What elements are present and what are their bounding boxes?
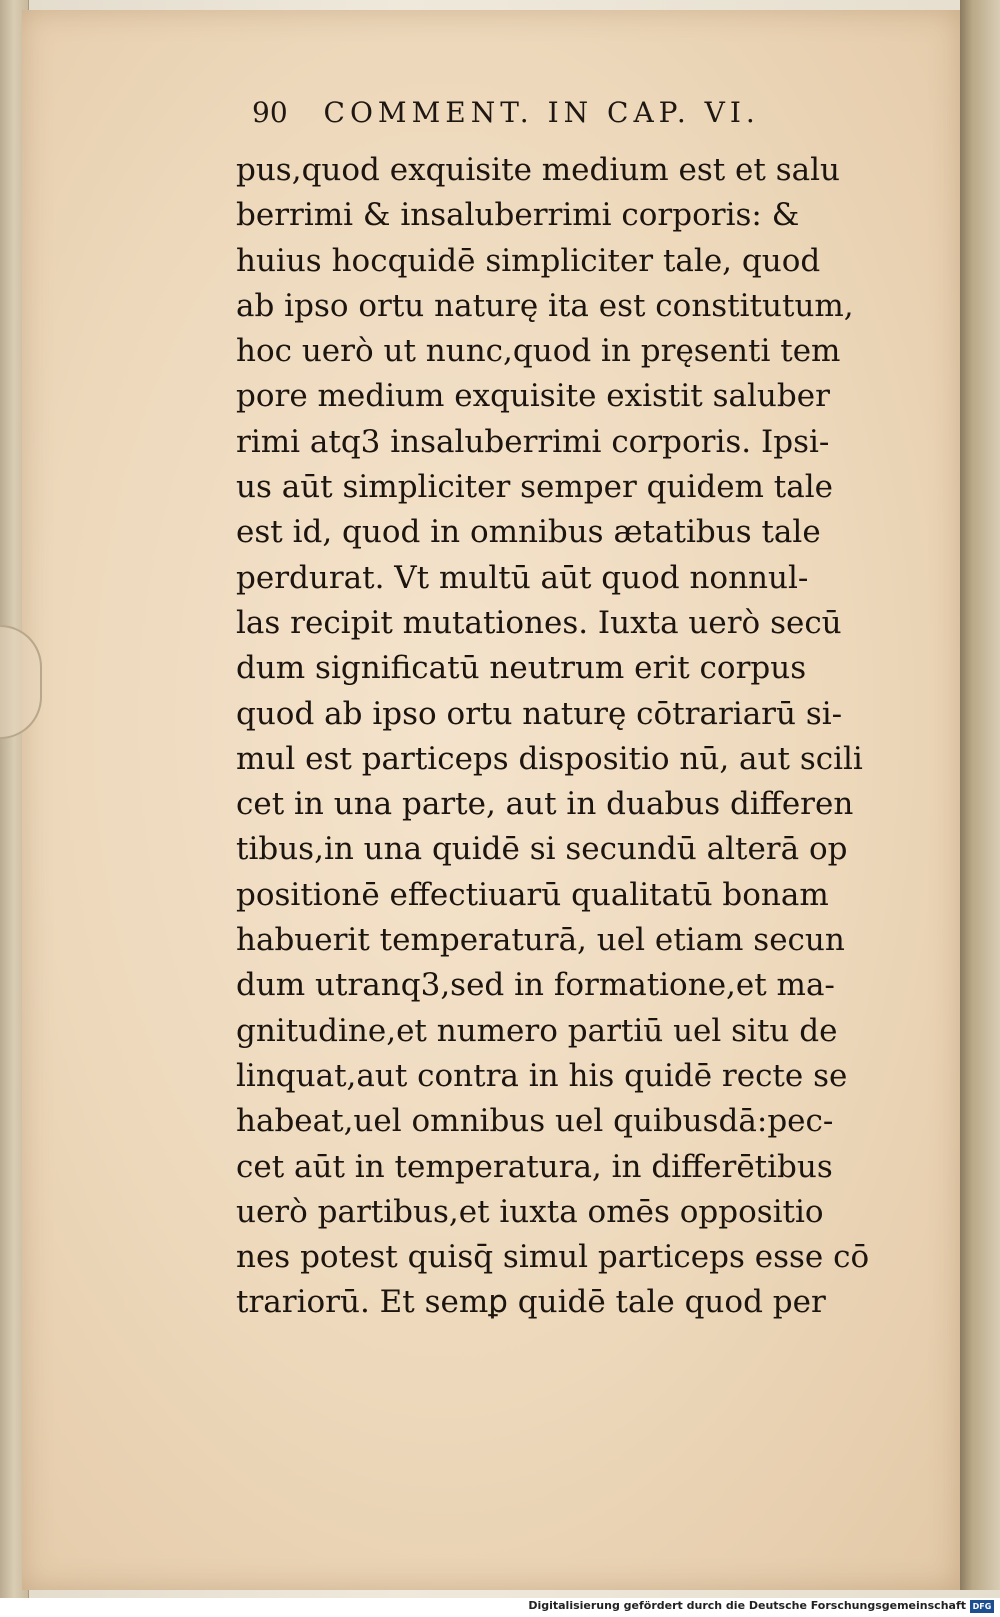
page-number: 90	[252, 96, 288, 129]
text-line: us aūt simpliciter semper quidem tale	[236, 469, 834, 506]
text-line: tibus,in una quidē si secundū alterā op	[236, 831, 848, 868]
text-line: positionē effectiuarū qualitatū bonam	[236, 876, 829, 913]
text-line: mul est particeps dispositio nū, aut scili	[236, 740, 863, 777]
text-line: berrimi & insaluberrimi corporis: &	[236, 197, 800, 234]
text-line: linquat,aut contra in his quidē recte se	[236, 1057, 848, 1094]
text-line: dum utranq3,sed in formatione,et ma-	[236, 967, 835, 1004]
text-line: pus,quod exquisite medium est et salu	[236, 152, 840, 188]
text-line: quod ab ipso ortu naturę cōtrariarū si-	[236, 695, 843, 732]
text-line: est id, quod in omnibus ætatibus tale	[236, 514, 821, 551]
text-line: ab ipso ortu naturę ita est constitutum,	[236, 287, 854, 324]
text-line: habuerit temperaturā, uel etiam secun	[236, 922, 845, 959]
text-line: cet in una parte, aut in duabus differen	[236, 786, 854, 823]
running-header	[252, 96, 892, 140]
book-gutter-right	[960, 0, 1000, 1590]
text-line: trariorū. Et semꝑ quidē tale quod per	[236, 1284, 826, 1321]
text-line: gnitudine,et numero partiū uel situ de	[236, 1012, 838, 1049]
text-line: las recipit mutationes. Iuxta uerò secū	[236, 604, 842, 641]
text-line: pore medium exquisite existit saluber	[236, 378, 830, 415]
text-line: perdurat. Vt multū aūt quod nonnul-	[236, 559, 809, 596]
body-text	[236, 148, 926, 1326]
dfg-logo: DFG	[970, 1600, 994, 1613]
funding-credit: Digitalisierung gefördert durch die Deutsche Forschungsgemeinschaft	[528, 1599, 966, 1612]
text-line: huius hocquidē simpliciter tale, quod	[236, 242, 821, 279]
text-line: rimi atq3 insaluberrimi corporis. Ipsi-	[236, 423, 830, 460]
text-line: hoc uerò ut nunc,quod in pręsenti tem	[236, 333, 841, 370]
running-title: COMMENT. IN CAP. VI.	[323, 96, 760, 129]
text-line: habeat,uel omnibus uel quibusdā:pec-	[236, 1103, 834, 1140]
text-line: dum significatū neutrum erit corpus	[236, 650, 807, 687]
text-line: cet aūt in temperatura, in differētibus	[236, 1148, 833, 1185]
text-line: uerò partibus,et iuxta omēs oppositio	[236, 1193, 824, 1230]
text-line: nes potest quisq̄ simul particeps esse cō	[236, 1239, 870, 1276]
